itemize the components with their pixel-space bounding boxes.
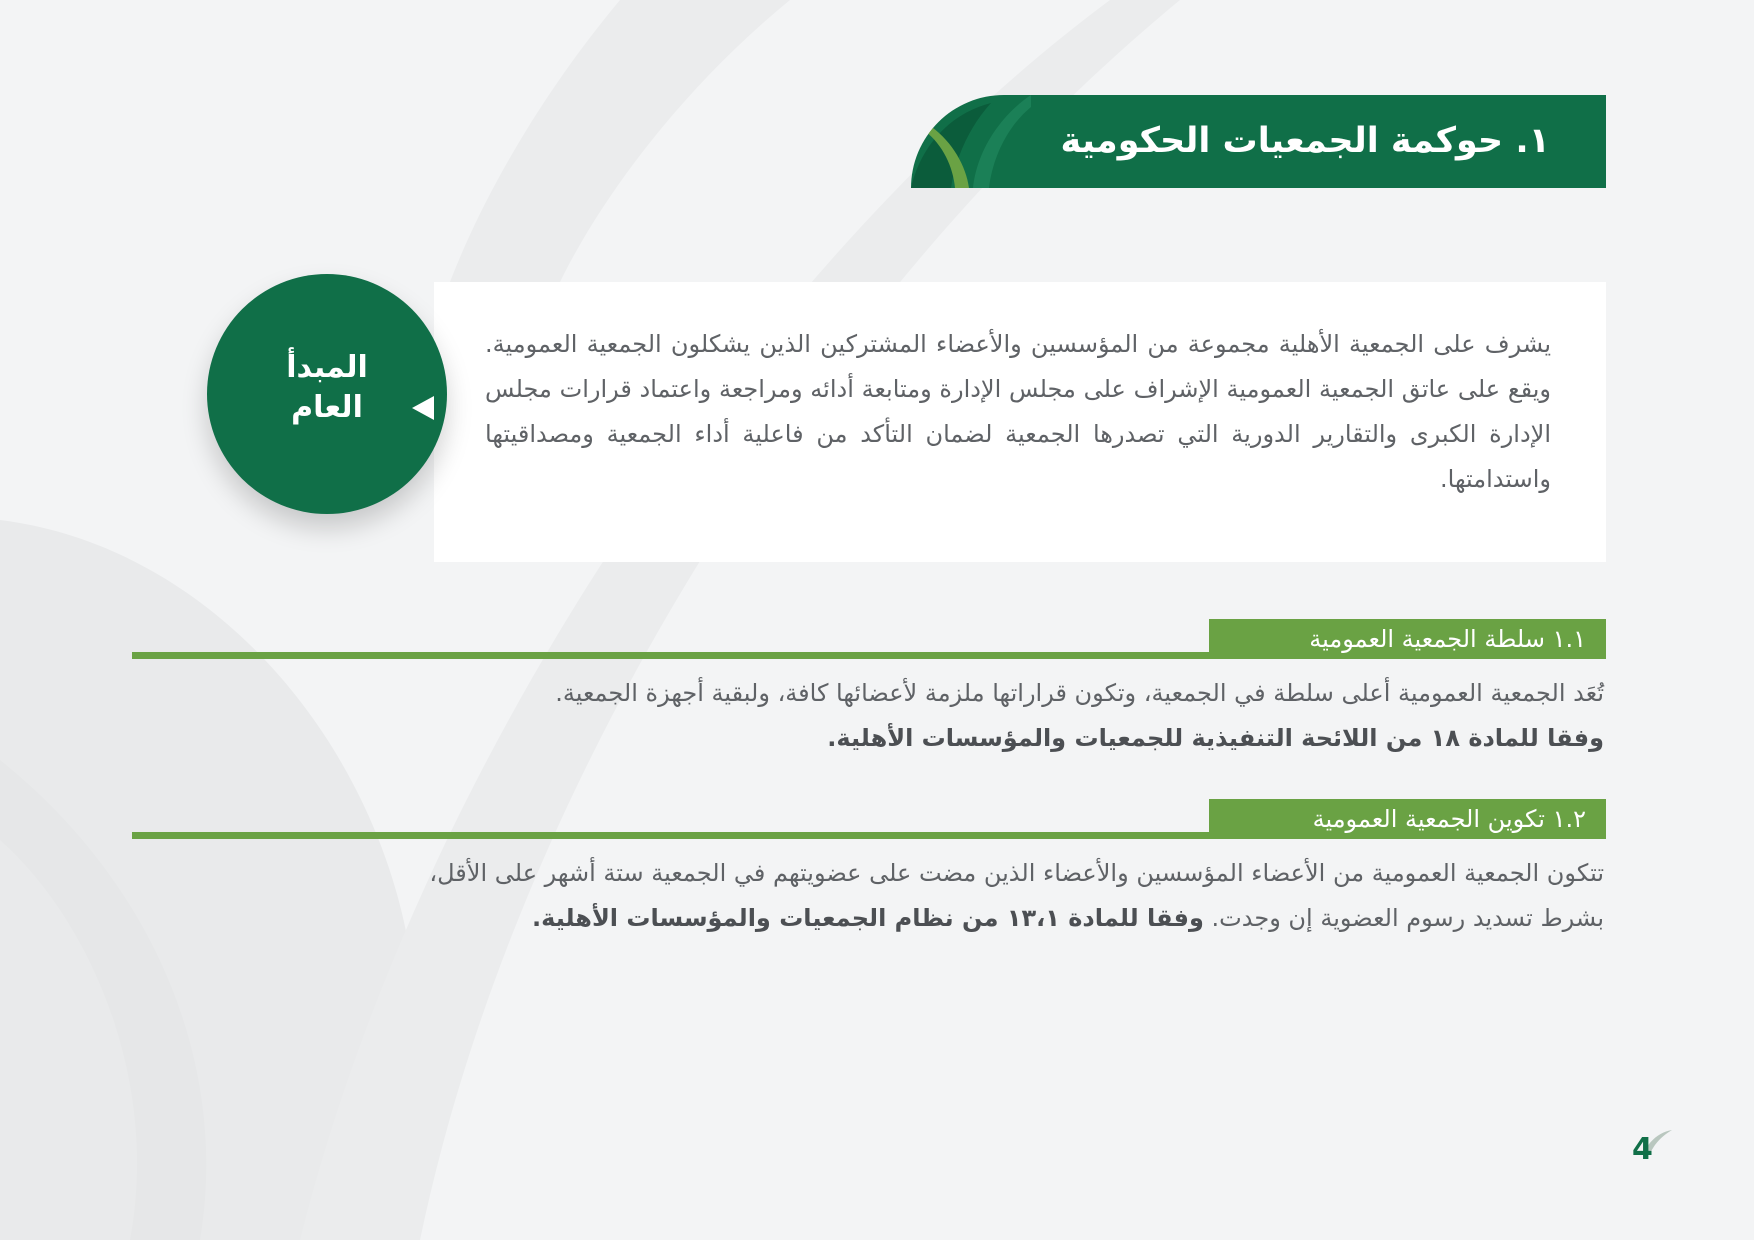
section-2-reference: وفقا للمادة ١٣،١ من نظام الجمعيات والمؤسسات الأهلية. (532, 904, 1204, 932)
principle-badge-label (207, 348, 447, 428)
section-1-heading: ١.١ سلطة الجمعية العمومية (1209, 619, 1606, 659)
page-number: 4 (1632, 1132, 1653, 1167)
section-2-heading: ١.٢ تكوين الجمعية العمومية (1209, 799, 1606, 839)
section-2-line1: تتكون الجمعية العمومية من الأعضاء المؤسسين والأعضاء الذين مضت على عضويتهم في الجمعية ستة أشهر على الأقل، (429, 859, 1604, 887)
title-banner (911, 95, 1606, 188)
section-1-reference: وفقا للمادة ١٨ من اللائحة التنفيذية للجمعيات والمؤسسات الأهلية. (827, 724, 1604, 752)
principle-text: يشرف على الجمعية الأهلية مجموعة من المؤسسين والأعضاء المشتركين الذين يشكلون الجمعية العمومية. ويقع على عاتق الجمعية العمومية الإشراف على مجلس الإدارة ومتابعة أدائه ومراجعة واعتماد قرارات مجلس الإدارة الكبرى والتقارير الدورية التي تصدرها الجمعية لضمان التأكد من فاعلية أداء الجمعية ومصداقيتها واستدامتها. (485, 330, 1551, 493)
badge-label-line1: المبدأ (286, 350, 368, 385)
leaf-decoration-icon (911, 95, 1031, 188)
section-1-body (555, 671, 1604, 761)
page-title: ١. حوكمة الجمعيات الحكومية (1060, 121, 1550, 161)
badge-pointer (412, 396, 434, 420)
section-2-line2: بشرط تسديد رسوم العضوية إن وجدت. (1211, 904, 1604, 932)
principle-box (434, 282, 1606, 562)
principle-badge (207, 274, 447, 514)
section-1-line1: تُعَد الجمعية العمومية أعلى سلطة في الجمعية، وتكون قراراتها ملزمة لأعضائها كافة، ولبقية أجهزة الجمعية. (555, 679, 1604, 707)
section-2-body (429, 851, 1604, 941)
badge-label-line2: العام (291, 390, 363, 425)
